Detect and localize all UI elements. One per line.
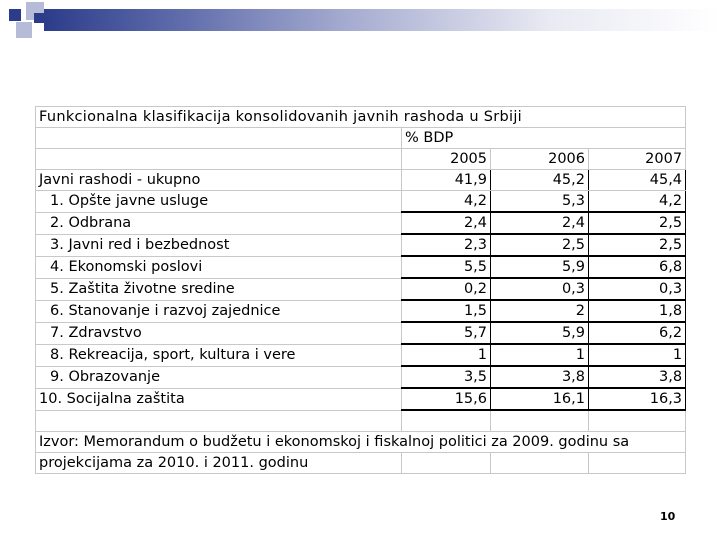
row-label: 9. Obrazovanje (36, 366, 402, 388)
cell-value: 1 (491, 344, 589, 366)
header-band (0, 0, 720, 40)
unit-label: % BDP (402, 128, 686, 149)
cell-value: 16,3 (589, 388, 686, 410)
table-title: Funkcionalna klasifikacija konsolidovanih javnih rashoda u Srbiji (36, 107, 686, 128)
empty-cell (491, 410, 589, 432)
table-row (36, 322, 686, 344)
table-row (36, 234, 686, 256)
decor-square (16, 22, 32, 38)
cell-value: 16,1 (491, 388, 589, 410)
cell-value: 2,5 (589, 234, 686, 256)
cell-value: 1 (589, 344, 686, 366)
table-row (36, 366, 686, 388)
empty-cell (589, 410, 686, 432)
empty-cell (36, 128, 402, 149)
table-row (36, 256, 686, 278)
table-row (36, 388, 686, 410)
row-label: 4. Ekonomski poslovi (36, 256, 402, 278)
cell-value: 5,9 (491, 256, 589, 278)
table-row (36, 278, 686, 300)
cell-value: 2,4 (491, 212, 589, 234)
row-label: 2. Odbrana (36, 212, 402, 234)
header-gradient-bar (44, 9, 720, 31)
cell-value: 5,3 (491, 191, 589, 213)
year-header: 2005 (402, 149, 491, 170)
table-row-total (36, 170, 686, 191)
source-note: Izvor: Memorandum o budžetu i ekonomskoj i fiskalnoj politici za 2009. godinu sa (36, 432, 686, 453)
decor-square (9, 9, 21, 21)
cell-value: 2,5 (491, 234, 589, 256)
table-row (36, 344, 686, 366)
empty-cell (36, 149, 402, 170)
empty-cell (36, 410, 402, 432)
cell-value: 4,2 (589, 191, 686, 213)
row-label: 6. Stanovanje i razvoj zajednice (36, 300, 402, 322)
cell-value: 5,5 (402, 256, 491, 278)
cell-value: 0,3 (589, 278, 686, 300)
row-label: 3. Javni red i bezbednost (36, 234, 402, 256)
table-row (36, 300, 686, 322)
page-number: 10 (660, 510, 676, 523)
decor-square (34, 13, 44, 23)
cell-value: 6,2 (589, 322, 686, 344)
cell-value: 3,8 (491, 366, 589, 388)
cell-value: 5,7 (402, 322, 491, 344)
cell-value: 0,2 (402, 278, 491, 300)
cell-value: 1,8 (589, 300, 686, 322)
cell-value: 1 (402, 344, 491, 366)
cell-value: 5,9 (491, 322, 589, 344)
row-label: 7. Zdravstvo (36, 322, 402, 344)
cell-value: 0,3 (491, 278, 589, 300)
cell-value: 3,5 (402, 366, 491, 388)
cell-value: 2,5 (589, 212, 686, 234)
empty-cell (491, 453, 589, 474)
cell-value: 1,5 (402, 300, 491, 322)
source-note-continued: projekcijama za 2010. i 2011. godinu (36, 453, 402, 474)
table-row (36, 191, 686, 213)
cell-value: 2,3 (402, 234, 491, 256)
row-label: 1. Opšte javne usluge (36, 191, 402, 213)
row-label: 10. Socijalna zaštita (36, 388, 402, 410)
cell-value: 41,9 (402, 170, 491, 191)
cell-value: 2,4 (402, 212, 491, 234)
cell-value: 15,6 (402, 388, 491, 410)
cell-value: 45,4 (589, 170, 686, 191)
empty-cell (402, 453, 491, 474)
row-label: Javni rashodi - ukupno (36, 170, 402, 191)
cell-value: 6,8 (589, 256, 686, 278)
row-label: 5. Zaštita životne sredine (36, 278, 402, 300)
cell-value: 2 (491, 300, 589, 322)
empty-cell (589, 453, 686, 474)
row-label: 8. Rekreacija, sport, kultura i vere (36, 344, 402, 366)
cell-value: 4,2 (402, 191, 491, 213)
year-header: 2007 (589, 149, 686, 170)
empty-cell (402, 410, 491, 432)
year-header: 2006 (491, 149, 589, 170)
cell-value: 45,2 (491, 170, 589, 191)
table-row (36, 212, 686, 234)
cell-value: 3,8 (589, 366, 686, 388)
expenditure-table (35, 106, 686, 474)
